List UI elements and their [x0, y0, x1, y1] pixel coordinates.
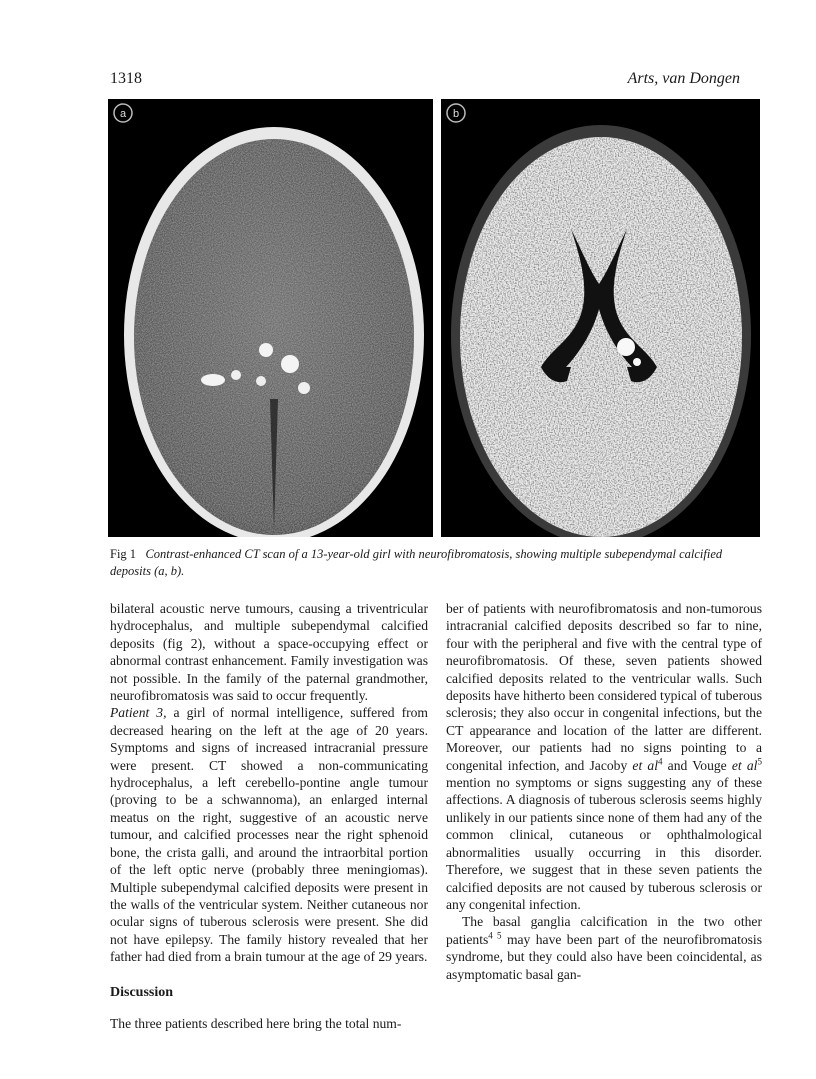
left-paragraph-patient-3	[110, 704, 428, 965]
ct-scan-image-b	[441, 99, 760, 537]
left-paragraph-1: bilateral acoustic nerve tumours, causing a triventricular hydrocephalus, and multiple subependymal calcified deposits (fig 2), without a space-occupying effect or abnormal contrast enhancement. Family investigation was not possible. In the family of the paternal grandmother, neurofibromatosis was said to occur frequently.	[110, 601, 428, 704]
reference-4-5: 4 5	[488, 930, 502, 941]
figure-caption-label: Fig 1	[110, 547, 137, 561]
ct-scan-image-a	[108, 99, 433, 537]
figure-caption-text: Contrast-enhanced CT scan of a 13-year-old girl with neurofibromatosis, showing multiple subependymal calcified deposits (a, b).	[110, 547, 723, 578]
left-column	[110, 600, 428, 1032]
left-paragraph-discussion: The three patients described here bring the total num-	[110, 1015, 402, 1031]
right-para1-part-c: mention no symptoms or signs suggesting any of these affections. A diagnosis of tuberous sclerosis seems highly unlikely in our patients since none of them had any of the common clinical, cutaneous or ophthalmological abnormalities usually occurring in this disorder. Therefore, we suggest that in these seven patients the calcified deposits are not caused by tuberous sclerosis or any congenital infection.	[446, 775, 762, 912]
citation-et-al-vouge: et al	[731, 757, 758, 773]
panel-b-label: b	[453, 108, 460, 120]
right-column	[446, 600, 762, 983]
right-para2-part-b: may have been part of the neurofibromatosis syndrome, but they could also have been coincidental, as asymptomatic basal gan-	[446, 931, 762, 982]
running-head: Arts, van Dongen	[627, 70, 740, 87]
right-para1-part-a: ber of patients with neurofibromatosis and non-tumorous intracranial calcified deposits described so far to nine, four with the peripheral and five with the central type of neurofibromatosis. Of these, seven patients showed calcified deposits related to the ventricular walls. Such deposits have hitherto been considered typical of tuberous sclerosis; they also occur in congenital infections, but the CT appearance and location of the latter are different. Moreover, our patients had no signs pointing to a congenital infection, and Jacoby	[446, 601, 762, 773]
right-paragraph-1	[446, 600, 762, 913]
ct-scan-panel-b	[441, 99, 760, 537]
right-para1-part-b: and Vouge	[662, 757, 732, 773]
figure-caption	[110, 546, 760, 580]
discussion-heading: Discussion	[110, 984, 174, 1000]
right-para2-part-a: The basal ganglia calcification in the two other patients	[446, 914, 762, 947]
right-paragraph-2	[446, 913, 762, 983]
reference-5: 5	[757, 756, 762, 767]
reference-4: 4	[657, 756, 663, 767]
patient-3-text: a girl of normal intelligence, suffered from decreased hearing on the left at the age of 20 years. Symptoms and signs of increased intracranial pressure were present. CT showed a non-communicating hydrocephalus, a left cerebello-pontine angle tumour (proving to be a schwannoma), an enlarged internal meatus on the right, suggestive of an acoustic nerve tumour, and calcified processes near the right sphenoid bone, the crista galli, and around the intraorbital portion of the left optic nerve (probably three meningiomas). Multiple subependymal calcified deposits were present in the walls of the ventricular system. Neither cutaneous nor ocular signs of tuberous sclerosis were present. She did not have epilepsy. The family history revealed that her father had died from a brain tumour at the age of 29 years.	[110, 705, 429, 965]
panel-a-label: a	[120, 108, 127, 120]
patient-3-label: Patient 3,	[110, 705, 167, 721]
page-number: 1318	[110, 70, 142, 87]
ct-scan-panel-a	[108, 99, 433, 537]
citation-et-al-jacoby: et al	[632, 757, 658, 773]
